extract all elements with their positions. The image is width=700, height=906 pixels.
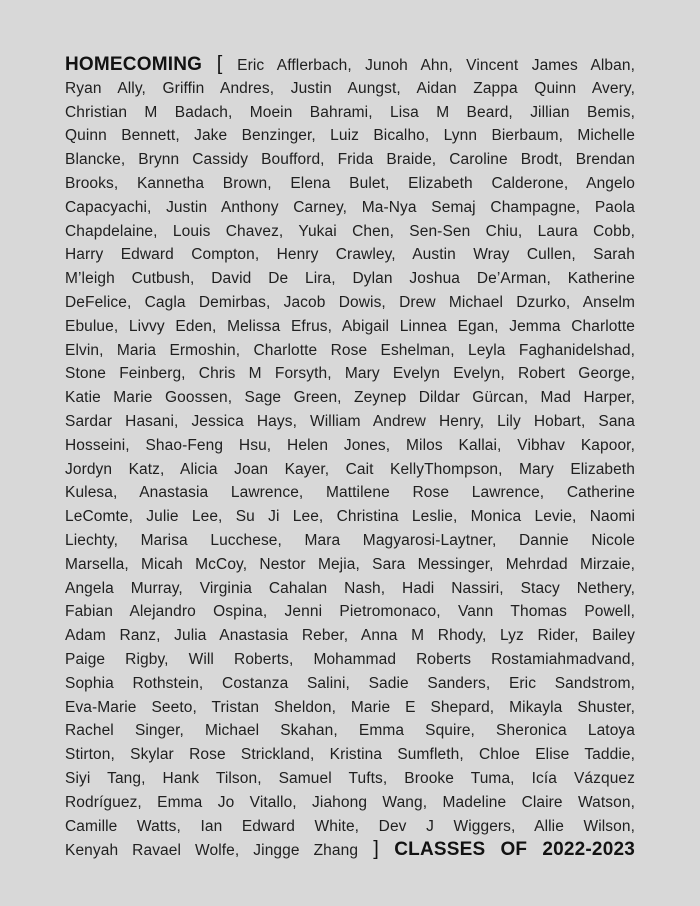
names-run: Sophia Rothstein, Costanza Salini, Sadie Sanders, Eric Sandstrom, [65, 674, 635, 692]
names-run: Siyi Tang, Hank Tilson, Samuel Tufts, Brooke Tuma, Icía Vázquez [65, 769, 635, 787]
text-line [65, 410, 635, 434]
names-run: Rodríguez, Emma Jo Vitallo, Jiahong Wang, Madeline Claire Watson, [65, 793, 635, 811]
names-run: Katie Marie Goossen, Sage Green, Zeynep Dildar Gürcan, Mad Harper, [65, 389, 635, 407]
text-line [65, 553, 635, 577]
text-line [65, 220, 635, 244]
text-line [65, 838, 635, 862]
text-line [65, 767, 635, 791]
names-run: Ebulue, Livvy Eden, Melissa Efrus, Abigail Linnea Egan, Jemma Charlotte [65, 317, 635, 335]
names-run: M’leigh Cutbush, David De Lira, Dylan Joshua De’Arman, Katherine [65, 270, 635, 288]
text-block [65, 53, 635, 862]
names-run: Hosseini, Shao-Feng Hsu, Helen Jones, Milos Kallai, Vibhav Kapoor, [65, 436, 635, 454]
close-bracket: ] [358, 838, 395, 861]
names-run: Harry Edward Compton, Henry Crawley, Austin Wray Cullen, Sarah [65, 246, 635, 264]
text-line [65, 648, 635, 672]
names-run: Christian M Badach, Moein Bahrami, Lisa M Beard, Jillian Bemis, [65, 103, 635, 121]
names-run: Angela Murray, Virginia Cahalan Nash, Hadi Nassiri, Stacy Nethery, [65, 579, 635, 597]
names-run: Rachel Singer, Michael Skahan, Emma Squire, Sheronica Latoya [65, 722, 635, 740]
open-bracket: [ [202, 53, 238, 75]
text-line [65, 243, 635, 267]
text-line [65, 672, 635, 696]
text-line [65, 362, 635, 386]
text-line [65, 315, 635, 339]
names-run: Elvin, Maria Ermoshin, Charlotte Rose Eshelman, Leyla Faghanidelshad, [65, 341, 635, 359]
names-run: Sardar Hasani, Jessica Hays, William Andrew Henry, Lily Hobart, Sana [65, 412, 635, 430]
text-line [65, 577, 635, 601]
text-line [65, 386, 635, 410]
text-line [65, 458, 635, 482]
names-run: Brooks, Kannetha Brown, Elena Bulet, Elizabeth Calderone, Angelo [65, 174, 635, 192]
names-run: DeFelice, Cagla Demirbas, Jacob Dowis, Drew Michael Dzurko, Anselm [65, 293, 635, 311]
names-run: Chapdelaine, Louis Chavez, Yukai Chen, Sen-Sen Chiu, Laura Cobb, [65, 222, 635, 240]
text-line [65, 481, 635, 505]
names-run: Eva-Marie Seeto, Tristan Sheldon, Marie E Shepard, Mikayla Shuster, [65, 698, 635, 716]
names-run: Adam Ranz, Julia Anastasia Reber, Anna M Rhody, Lyz Rider, Bailey [65, 627, 635, 645]
text-line [65, 743, 635, 767]
text-line [65, 291, 635, 315]
text-line [65, 124, 635, 148]
text-line [65, 815, 635, 839]
names-run: Eric Afflerbach, Junoh Ahn, Vincent James Alban, [237, 57, 635, 74]
text-line [65, 53, 635, 77]
names-run: Paige Rigby, Will Roberts, Mohammad Roberts Rostamiahmadvand, [65, 650, 635, 668]
names-run: Kenyah Ravael Wolfe, Jingge Zhang [65, 842, 359, 860]
classes-label: CLASSES OF 2022-2023 [394, 839, 635, 861]
text-line [65, 600, 635, 624]
names-run: Jordyn Katz, Alicia Joan Kayer, Cait KellyThompson, Mary Elizabeth [65, 460, 635, 478]
names-run: Kulesa, Anastasia Lawrence, Mattilene Rose Lawrence, Catherine [65, 484, 635, 502]
names-run: Liechty, Marisa Lucchese, Mara Magyarosi-Laytner, Dannie Nicole [65, 531, 635, 549]
text-line [65, 196, 635, 220]
names-run: Ryan Ally, Griffin Andres, Justin Aungst, Aidan Zappa Quinn Avery, [65, 79, 635, 97]
names-run: Camille Watts, Ian Edward White, Dev J Wiggers, Allie Wilson, [65, 817, 635, 835]
text-line [65, 624, 635, 648]
names-run: Marsella, Micah McCoy, Nestor Mejia, Sara Messinger, Mehrdad Mirzaie, [65, 555, 635, 573]
names-run: Stone Feinberg, Chris M Forsyth, Mary Evelyn Evelyn, Robert George, [65, 365, 635, 383]
text-line [65, 339, 635, 363]
text-line [65, 101, 635, 125]
names-run: Fabian Alejandro Ospina, Jenni Pietromonaco, Vann Thomas Powell, [65, 603, 635, 621]
names-run: Quinn Bennett, Jake Benzinger, Luiz Bicalho, Lynn Bierbaum, Michelle [65, 127, 635, 145]
names-run: LeComte, Julie Lee, Su Ji Lee, Christina Leslie, Monica Levie, Naomi [65, 508, 635, 526]
names-run: Capacyachi, Justin Anthony Carney, Ma-Nya Semaj Champagne, Paola [65, 198, 635, 216]
names-run: Blancke, Brynn Cassidy Boufford, Frida Braide, Caroline Brodt, Brendan [65, 151, 635, 169]
poster-title: HOMECOMING [65, 54, 203, 75]
text-line [65, 434, 635, 458]
text-line [65, 719, 635, 743]
text-line [65, 505, 635, 529]
text-line [65, 267, 635, 291]
names-run: Stirton, Skylar Rose Strickland, Kristina Sumfleth, Chloe Elise Taddie, [65, 746, 635, 764]
text-line [65, 791, 635, 815]
text-line [65, 529, 635, 553]
text-line [65, 172, 635, 196]
text-line [65, 77, 635, 101]
text-line [65, 148, 635, 172]
text-line [65, 696, 635, 720]
